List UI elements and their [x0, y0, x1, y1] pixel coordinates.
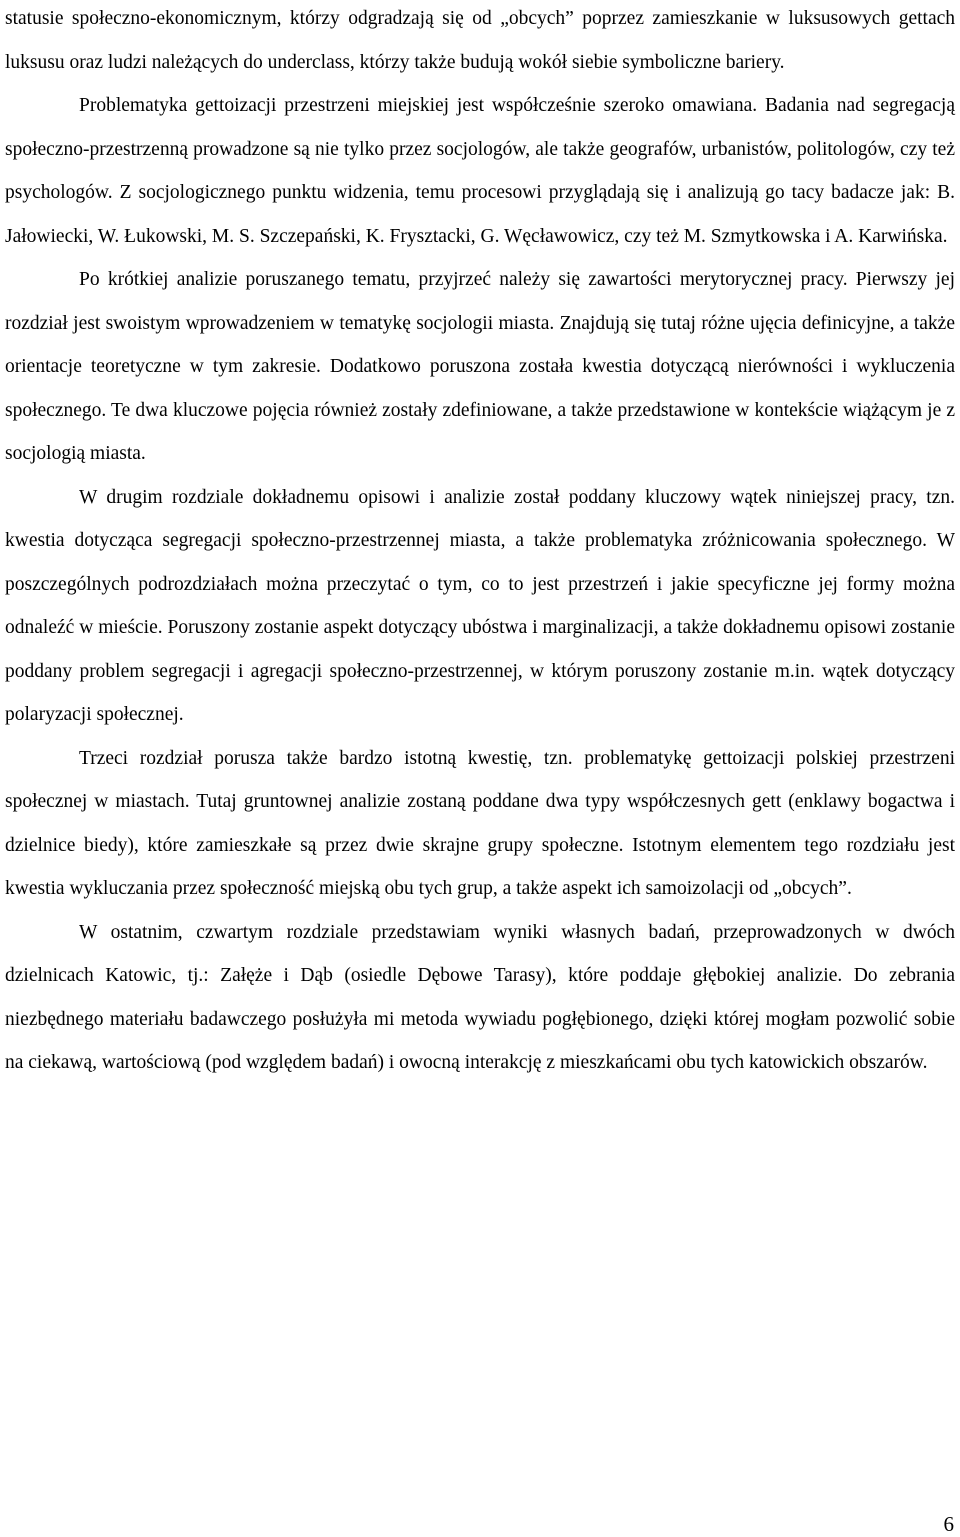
page-number: 6 [943, 1512, 954, 1536]
document-page [5, 0, 955, 1085]
paragraph: W ostatnim, czwartym rozdziale przedstawiam wyniki własnych badań, przeprowadzonych w dwóch dzielnicach Katowic, tj.: Załęże i Dąb (osiedle Dębowe Tarasy), które poddaje głębokiej analizie. Do zebrania niezbędnego materiału badawczego posłużyła mi metoda wywiadu pogłębionego, dzięki której mogłam pozwolić sobie na ciekawą, wartościową (pod względem badań) i owocną interakcję z mieszkańcami obu tych katowickich obszarów. [5, 921, 955, 1073]
paragraph: Po krótkiej analizie poruszanego tematu, przyjrzeć należy się zawartości merytorycznej pracy. Pierwszy jej rozdział jest swoistym wprowadzeniem w tematykę socjologii miasta. Znajdują się tutaj różne ujęcia definicyjne, a także orientacje teoretyczne w tym zakresie. Dodatkowo poruszona została kwestia dotyczącą nierówności i wykluczenia społecznego. Te dwa kluczowe pojęcia również zostały zdefiniowane, a także przedstawione w kontekście wiążącym je z socjologią miasta. [5, 269, 955, 464]
paragraph: statusie społeczno-ekonomicznym, którzy odgradzają się od „obcych” poprzez zamieszkanie w luksusowych gettach luksusu oraz ludzi należących do underclass, którzy także budują wokół siebie symboliczne bariery. [5, 8, 955, 73]
paragraph: Problematyka gettoizacji przestrzeni miejskiej jest współcześnie szeroko omawiana. Badania nad segregacją społeczno-przestrzenną prowadzone są nie tylko przez socjologów, ale także geografów, urbanistów, politologów, czy też psychologów. Z socjologicznego punktu widzenia, temu procesowi przyglądają się i analizują go tacy badacze jak: B. Jałowiecki, W. Łukowski, M. S. Szczepański, K. Frysztacki, G. Węcławowicz, czy też M. Szmytkowska i A. Karwińska. [5, 95, 955, 247]
paragraph: W drugim rozdziale dokładnemu opisowi i analizie został poddany kluczowy wątek niniejszej pracy, tzn. kwestia dotycząca segregacji społeczno-przestrzennej miasta, a także problematyka zróżnicowania społecznego. W poszczególnych podrozdziałach można przeczytać o tym, co to jest przestrzeń i jakie specyficzne jej formy można odnaleźć w mieście. Poruszony zostanie aspekt dotyczący ubóstwa i marginalizacji, a także dokładnemu opisowi zostanie poddany problem segregacji i agregacji społeczno-przestrzennej, w którym poruszony zostanie m.in. wątek dotyczący polaryzacji społecznej. [5, 486, 955, 725]
paragraph: Trzeci rozdział porusza także bardzo istotną kwestię, tzn. problematykę gettoizacji polskiej przestrzeni społecznej w miastach. Tutaj gruntownej analizie zostaną poddane dwa typy współczesnych gett (enklawy bogactwa i dzielnice biedy), które zamieszkałe są przez dwie skrajne grupy społeczne. Istotnym elementem tego rozdziału jest kwestia wykluczania przez społeczność miejską obu tych grup, a także aspekt ich samoizolacji od „obcych”. [5, 747, 955, 899]
